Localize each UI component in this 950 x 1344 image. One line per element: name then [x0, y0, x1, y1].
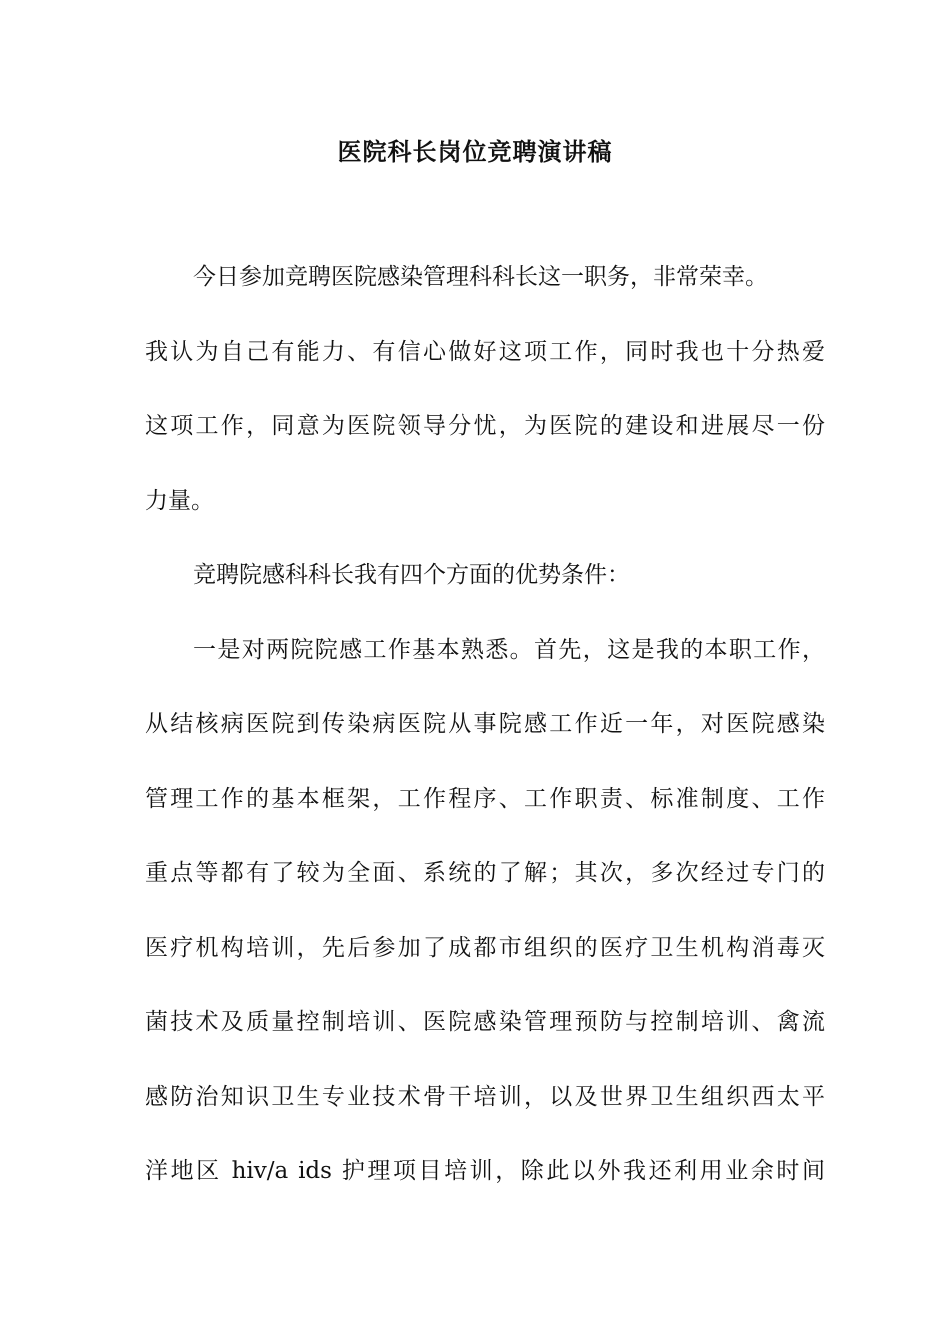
paragraph-line: 洋地区 hiv/a ids 护理项目培训，除此以外我还利用业余时间	[145, 1158, 825, 1184]
paragraph-line: 重点等都有了较为全面、系统的了解；其次，多次经过专门的	[145, 860, 825, 886]
paragraph-line: 一是对两院院感工作基本熟悉。首先，这是我的本职工作，	[193, 637, 825, 663]
paragraph-line: 从结核病医院到传染病医院从事院感工作近一年，对医院感染	[145, 711, 825, 737]
paragraph-line: 我认为自己有能力、有信心做好这项工作，同时我也十分热爱	[145, 339, 825, 365]
paragraph-line: 这项工作，同意为医院领导分忧，为医院的建设和进展尽一份	[145, 413, 825, 439]
paragraph-line: 力量。	[145, 488, 214, 514]
paragraph-line: 感防治知识卫生专业技术骨干培训，以及世界卫生组织西太平	[145, 1084, 825, 1110]
paragraph-line: 竞聘院感科科长我有四个方面的优势条件：	[193, 562, 630, 588]
document-title: 医院科长岗位竞聘演讲稿	[337, 138, 613, 166]
paragraph-line: 今日参加竞聘医院感染管理科科长这一职务，非常荣幸。	[193, 264, 768, 290]
paragraph-line: 菌技术及质量控制培训、医院感染管理预防与控制培训、禽流	[145, 1009, 825, 1035]
paragraph-line: 管理工作的基本框架，工作程序、工作职责、标准制度、工作	[145, 786, 825, 812]
paragraph-line: 医疗机构培训，先后参加了成都市组织的医疗卫生机构消毒灭	[145, 935, 825, 961]
